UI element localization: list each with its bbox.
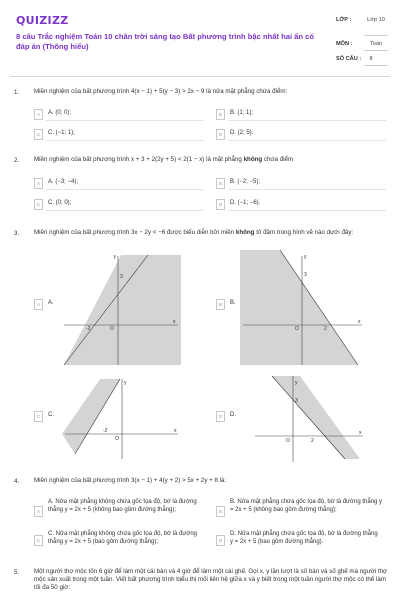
option-text: D. (−1; −6). [230,200,261,206]
quizizz-logo: QUIZIZZ [16,14,69,27]
subject-underline [364,50,388,51]
option-letter-box: A [34,506,43,517]
question-number: 3. [14,230,20,237]
origin-label: O [110,326,114,332]
answer-option-c[interactable] [34,410,54,423]
answer-option-b[interactable] [216,108,386,121]
answer-option-b[interactable] [216,177,386,190]
graph-d[interactable] [245,374,370,464]
y-label: y [113,254,116,260]
answer-option-c[interactable] [34,198,204,211]
option-letter-box: C [34,411,43,422]
y-label: y [304,254,307,260]
option-letter-box: B [216,178,225,189]
answer-option-b[interactable] [216,499,386,526]
tick-2-label: 2 [311,438,314,444]
header-divider [10,76,390,77]
question-text: Miền nghiệm của bất phương trình 4(x − 1) + 5(y − 3) > 2x − 9 là nửa mặt phẳng chứa điểm: [34,88,288,95]
count-underline [364,65,388,66]
graph-b[interactable] [240,250,370,370]
question-number: 4. [14,478,20,485]
option-text: B. [230,300,236,306]
worksheet-title: 8 câu Trắc nghiệm Toán 10 chân trời sáng tạo Bất phương trình bậc nhất hai ẩn có đáp án (Thông hiểu) [16,32,315,51]
class-label: LỚP : [336,17,352,23]
shaded-region [272,376,360,459]
shaded-region [62,379,120,454]
answer-option-d[interactable] [216,410,236,423]
tick-neg2-label: -2 [86,326,91,332]
answer-option-a[interactable] [34,298,54,311]
question-text: Miền nghiệm của bất phương trình x + 3 + 2(2y + 5) < 2(1 − x) là mặt phẳng không chứa điểm [34,156,294,163]
option-text: A. (0; 0); [48,110,72,116]
option-text: B. (−2; −5); [230,179,261,185]
graph-c[interactable] [60,374,185,464]
option-text: C. [48,412,54,418]
graph-a[interactable] [56,250,186,370]
option-letter-box: B [216,506,225,517]
count-value: 8 [369,56,373,62]
option-text: B. (1; 1); [230,110,254,116]
option-text: C. Nửa mặt phẳng không chứa gốc tọa độ, bờ là đường thẳng y = 2x + 5 (bao gồm đường thẳng); [48,531,198,545]
origin-label: O [115,436,119,442]
option-letter-box: C [34,129,43,140]
answer-option-a[interactable] [34,499,204,526]
tick-2-label: 2 [324,326,327,332]
tick-3-label: 3 [304,272,307,278]
answer-option-c[interactable] [34,128,204,141]
count-label: SỐ CÂU : [336,56,362,62]
option-letter-box: A [34,109,43,120]
option-text: B. Nửa mặt phẳng chứa gốc tọa độ, bờ là đường thẳng y = 2x + 5 (không bao gồm đường thẳng); [230,499,383,513]
origin-label: O [295,326,299,332]
answer-option-a[interactable] [34,177,204,190]
option-text: A. Nửa mặt phẳng không chứa gốc tọa độ, bờ là đường thẳng y = 2x + 5 (không bao gồm đường thẳng); [48,499,197,513]
option-letter-box: C [34,199,43,210]
shaded-region [240,250,358,365]
tick-3-label: 3 [120,274,123,280]
option-text: A. [48,300,54,306]
question-text: Miền nghiệm của bất phương trình 3(x − 1) + 4(y + 2) > 5x + 2y + 8 là: [34,477,227,484]
option-letter-box: D [216,411,225,422]
option-letter-box: B [216,299,225,310]
x-label: x [359,430,362,436]
option-letter-box: B [216,109,225,120]
answer-option-d[interactable] [216,198,386,211]
class-underline [364,35,388,36]
answer-option-b[interactable] [216,298,236,311]
option-text: C. (−1; 1); [48,130,75,136]
question-number: 5. [14,569,20,576]
answer-option-c[interactable] [34,531,204,551]
tick-neg2-label: -2 [103,428,108,434]
question-text: Miền nghiệm của bất phương trình 3x − 2y < −6 được biểu diễn bởi miền không tô đậm trong hình vẽ nào dưới đây: [34,229,354,236]
origin-label: O [286,438,290,444]
class-value: Lớp 10 [367,17,385,23]
option-text: D. (2; 5). [230,130,254,136]
option-letter-box: A [34,299,43,310]
subject-label: MÔN : [336,41,353,47]
option-letter-box: A [34,178,43,189]
question-number: 1. [14,89,20,96]
y-label: y [295,380,298,386]
answer-option-d[interactable] [216,531,386,551]
option-letter-box: D [216,199,225,210]
x-label: x [358,319,361,325]
option-letter-box: C [34,535,43,546]
question-number: 2. [14,157,20,164]
tick-3-label: 3 [295,398,298,404]
option-letter-box: D [216,129,225,140]
subject-value: Toán [369,41,383,47]
option-text: D. Nửa mặt phẳng chứa gốc tọa độ, bờ là đường thẳng y = 2x + 5 (bao gồm đường thẳng). [230,531,378,545]
option-text: A. (−3; −4); [48,179,79,185]
option-text: C. (0; 0); [48,200,72,206]
answer-option-d[interactable] [216,128,386,141]
shaded-region [64,255,181,365]
y-label: y [124,380,127,386]
question-text: Một người thợ mộc tốn 6 giờ để làm một cái bàn và 4 giờ để làm một cái ghế. Gọi x, y lần lượt là số bàn và số ghế mà người thợ mộc sản xuất trong một tuần. Viết bất phương trình biểu thị mối liên hệ giữa x và y biết trong một tuần người thợ mộc có thể làm tối đa 50 giờ: [34,568,388,591]
x-label: x [173,319,176,325]
option-text: D. [230,412,236,418]
answer-option-a[interactable] [34,108,204,121]
option-letter-box: D [216,535,225,546]
x-label: x [174,428,177,434]
